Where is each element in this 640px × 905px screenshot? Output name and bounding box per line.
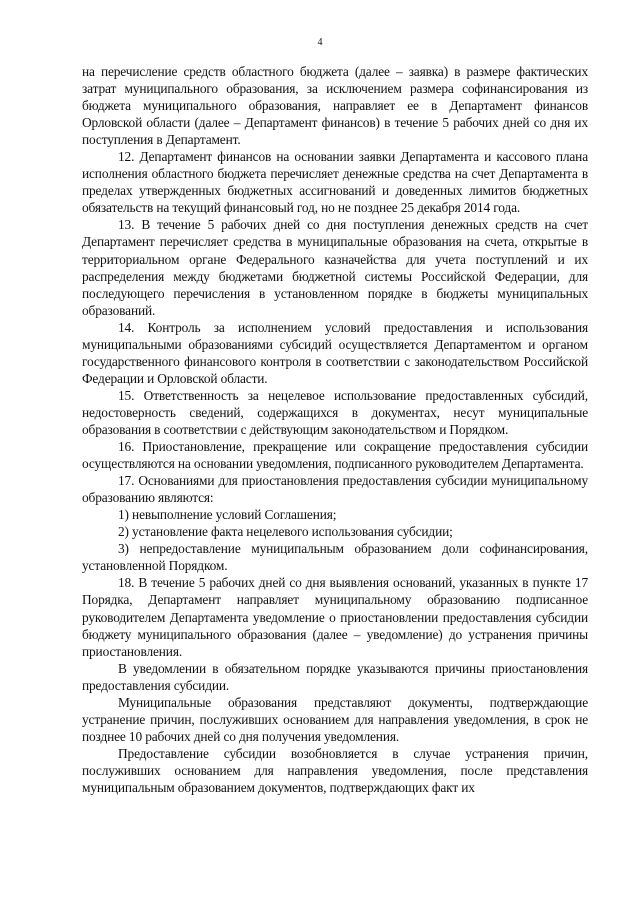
paragraph-14: 14. Контроль за исполнением условий предоставления и использования муниципальными образованиями субсидий осуществляется Департаментом и органом государственного финансового контроля в соответствии с законодательством Российской Федерации и Орловской области. bbox=[82, 319, 588, 386]
paragraph-15: 15. Ответственность за нецелевое использование предоставленных субсидий, недостоверность сведений, содержащихся в документах, несут муниципальные образования в соответствии с действующим законодательством и Порядком. bbox=[82, 387, 588, 437]
paragraph-13: 13. В течение 5 рабочих дней со дня поступления денежных средств на счет Департамент перечисляет средства в муниципальные образования на счета, открытые в территориальном органе Федерального казначейства для учета поступлений и их распределения между бюджетами бюджетной системы Российской Федерации, для последующего перечисления в установленном порядке в бюджеты муниципальных образований. bbox=[82, 217, 588, 318]
document-body bbox=[82, 63, 588, 796]
paragraph-continuation: на перечисление средств областного бюджета (далее – заявка) в размере фактических затрат муниципального образования, за исключением размера софинансирования из бюджета муниципального образования, направляет ее в Департамент финансов Орловской области (далее – Департамент финансов) в течение 5 рабочих дней со дня их поступления в Департамент. bbox=[82, 64, 588, 148]
list-item-2: 2) установление факта нецелевого использования субсидии; bbox=[118, 524, 453, 540]
page-number: 4 bbox=[317, 37, 323, 48]
list-item-1: 1) невыполнение условий Соглашения; bbox=[118, 507, 337, 523]
paragraph-18: 18. В течение 5 рабочих дней со дня выявления оснований, указанных в пункте 17 Порядка, Департамент направляет муниципальному образованию подписанное руководителем Департамента уведомление о приостановлении предоставления субсидии бюджету муниципального образования (далее – уведомление) до устранения причины приостановления. bbox=[82, 575, 588, 659]
paragraph-notice-reasons: В уведомлении в обязательном порядке указываются причины приостановления предоставления субсидии. bbox=[82, 660, 588, 693]
list-item-3: 3) непредоставление муниципальным образованием доли софинансирования, установленной Порядком. bbox=[82, 541, 588, 574]
paragraph-17: 17. Основаниями для приостановления предоставления субсидии муниципальному образованию являются: bbox=[82, 473, 588, 506]
paragraph-16: 16. Приостановление, прекращение или сокращение предоставления субсидии осуществляются на основании уведомления, подписанного руководителем Департамента. bbox=[82, 439, 588, 472]
paragraph-resumption: Предоставление субсидии возобновляется в случае устранения причин, послуживших основанием для направления уведомления, после представления муниципальным образованием документов, подтверждающих факт их bbox=[82, 745, 588, 795]
paragraph-documents: Муниципальные образования представляют документы, подтверждающие устранение причин, послуживших основанием для направления уведомления, в срок не позднее 10 рабочих дней со дня получения уведомления. bbox=[82, 694, 588, 744]
paragraph-12: 12. Департамент финансов на основании заявки Департамента и кассового плана исполнения областного бюджета перечисляет денежные средства на счет Департамента в пределах утвержденных бюджетных ассигнований и доведенных лимитов бюджетных обязательств на текущий финансовый год, но не позднее 25 декабря 2014 года. bbox=[82, 149, 588, 216]
